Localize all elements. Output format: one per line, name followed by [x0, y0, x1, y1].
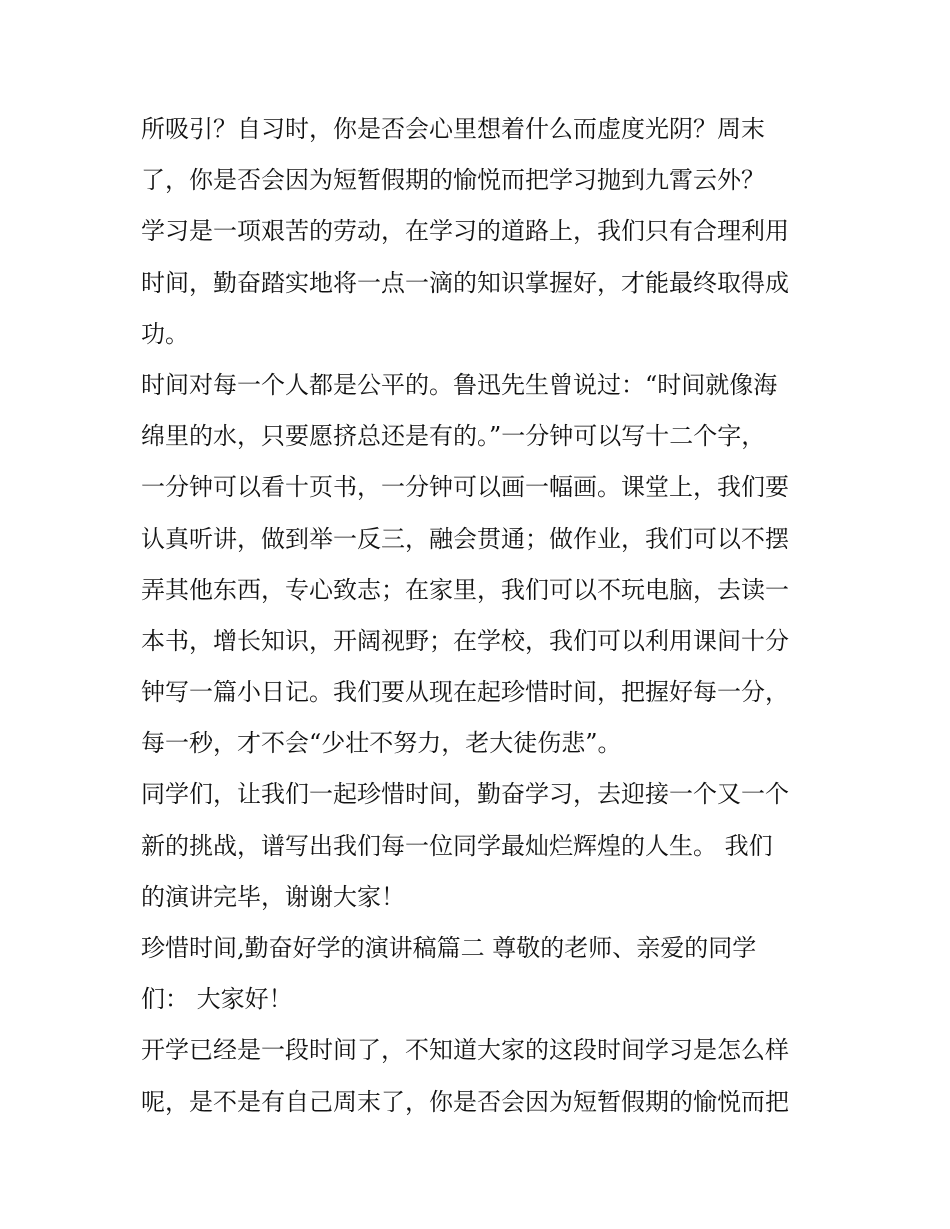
text-line: 时间，勤奋踏实地将一点一滴的知识掌握好，才能最终取得成 [141, 268, 789, 297]
text-line: 们： 大家好！ [141, 985, 293, 1014]
text-line: 认真听讲，做到举一反三，融会贯通；做作业，我们可以不摆 [141, 524, 789, 553]
speech-text-body [141, 104, 831, 1128]
text-line: 本书，增长知识，开阔视野；在学校，我们可以利用课间十分 [141, 626, 789, 655]
text-line: 绵里的水，只要愿挤总还是有的。”一分钟可以写十二个字， [141, 422, 766, 451]
text-line: 钟写一篇小日记。我们要从现在起珍惜时间，把握好每一分， [141, 678, 789, 707]
text-line: 的演讲完毕，谢谢大家！ [141, 882, 405, 911]
text-line: 同学们，让我们一起珍惜时间，勤奋学习，去迎接一个又一个 [141, 780, 789, 809]
text-line: 了，你是否会因为短暂假期的愉悦而把学习抛到九霄云外？ [141, 166, 765, 195]
text-line: 所吸引？自习时，你是否会心里想着什么而虚度光阴？周末 [141, 115, 765, 143]
text-line: 弄其他东西，专心致志；在家里，我们可以不玩电脑，去读一 [141, 575, 789, 604]
text-line: 功。 [141, 319, 189, 348]
text-line: 新的挑战，谱写出我们每一位同学最灿烂辉煌的人生。 我们 [141, 831, 773, 860]
text-line: 开学已经是一段时间了，不知道大家的这段时间学习是怎么样 [141, 1036, 789, 1065]
text-line: 学习是一项艰苦的劳动，在学习的道路上，我们只有合理利用 [141, 217, 789, 246]
text-line: 呢，是不是有自己周末了，你是否会因为短暂假期的愉悦而把 [141, 1087, 789, 1116]
section-heading-line: 珍惜时间,勤奋好学的演讲稿篇二 尊敬的老师、亲爱的同学 [141, 934, 757, 962]
text-line: 一分钟可以看十页书，一分钟可以画一幅画。课堂上，我们要 [141, 473, 789, 502]
text-line: 每一秒，才不会“少壮不努力，老大徒伤悲”。 [141, 729, 622, 758]
text-line: 时间对每一个人都是公平的。鲁迅先生曾说过：“时间就像海 [141, 370, 778, 399]
